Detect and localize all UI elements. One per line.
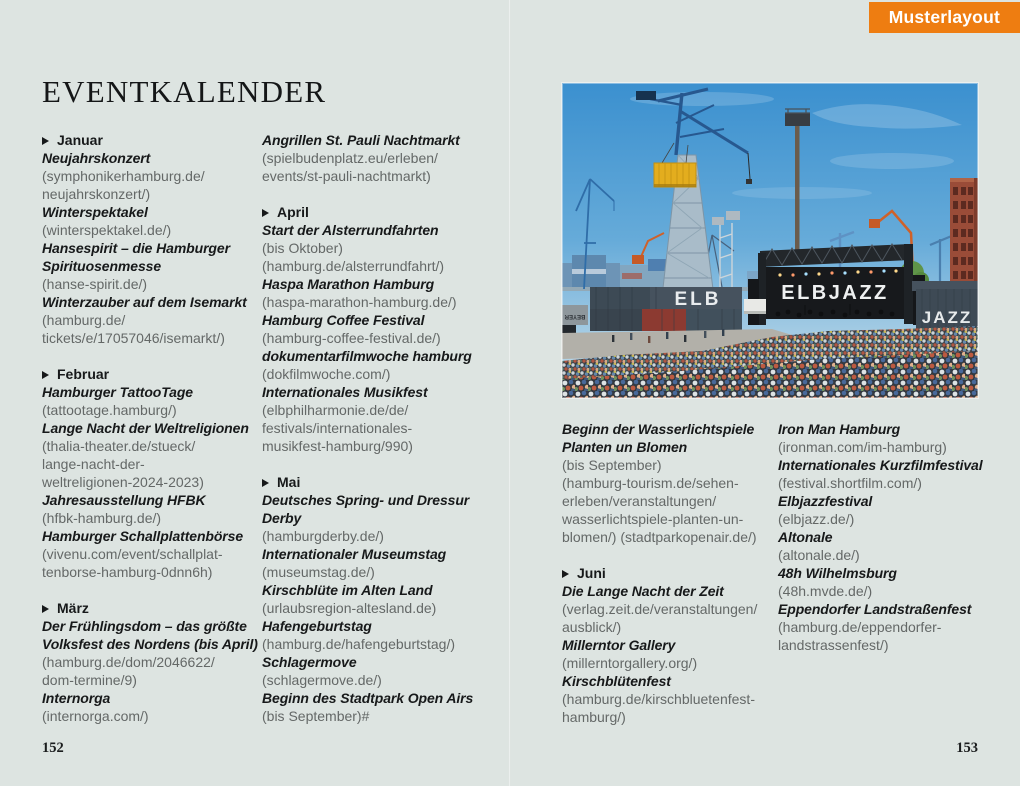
event-url-line: (verlag.zeit.de/veranstaltungen/ <box>562 601 758 617</box>
event-column-right-1 <box>562 420 770 726</box>
event-name-line: Hamburger Schallplattenbörse <box>42 528 244 544</box>
page-number-right: 153 <box>956 740 978 756</box>
event-url-line: (bis September)# <box>262 708 370 724</box>
month-label: Mai <box>277 474 301 490</box>
stage-banner-text: ELBJAZZ <box>781 282 889 304</box>
month-label: März <box>57 600 89 616</box>
section-gap <box>562 546 770 564</box>
event-name-line: Beginn der Wasserlichtspiele <box>562 421 755 437</box>
event-url-line: wasserlichtspiele-planten-un- <box>562 511 744 527</box>
event-name-line: Schlagermove <box>262 654 357 670</box>
event-url-line: (schlagermove.de/) <box>262 672 382 688</box>
section-gap <box>42 347 254 365</box>
event-name-line: Start der Alsterrundfahrten <box>262 222 439 238</box>
event-name-line: 48h Wilhelmsburg <box>778 565 897 581</box>
event-url-line: (hamburg.de/dom/2046622/ <box>42 654 215 670</box>
event-name-line: Eppendorfer Landstraßenfest <box>778 601 972 617</box>
event-name-line: Die Lange Nacht der Zeit <box>562 583 724 599</box>
page-number-left: 152 <box>42 740 64 756</box>
month-arrow-icon <box>42 137 49 145</box>
musterlayout-badge: Musterlayout <box>869 2 1020 33</box>
event-name-line: Millerntor Gallery <box>562 637 676 653</box>
event-url-line: (elbjazz.de/) <box>778 511 855 527</box>
month-label: Februar <box>57 366 110 382</box>
event-url-line: blomen/) (stadtparkopenair.de/) <box>562 529 757 545</box>
event-url-line: (thalia-theater.de/stueck/ <box>42 438 196 454</box>
event-column-left-1 <box>42 131 258 725</box>
event-url-line: (hamburg-coffee-festival.de/) <box>262 330 441 346</box>
event-url-line: (altonale.de/) <box>778 547 860 563</box>
event-name-line: Volksfest des Nordens (bis April) <box>42 636 258 652</box>
month-arrow-icon <box>42 371 49 379</box>
event-name-line: Neujahrskonzert <box>42 150 151 166</box>
event-url-line: (bis September) <box>562 457 662 473</box>
event-url-line: erleben/veranstaltungen/ <box>562 493 717 509</box>
event-name-line: Internorga <box>42 690 111 706</box>
event-url-line: (hamburg.de/eppendorfer- <box>778 619 942 635</box>
event-name-line: Spirituosenmesse <box>42 258 161 274</box>
month-label: Januar <box>57 132 103 148</box>
container-right-text: JAZZ <box>921 308 973 327</box>
month-label: April <box>277 204 309 220</box>
container-left-text: ELB <box>674 289 722 310</box>
event-name-line: Internationaler Museumstag <box>262 546 447 562</box>
event-name-line: Haspa Marathon Hamburg <box>262 276 435 292</box>
event-url-line: hamburg/) <box>562 709 626 725</box>
event-url-line: (hamburg.de/kirschbluetenfest- <box>562 691 755 707</box>
event-name-line: Hamburg Coffee Festival <box>262 312 425 328</box>
month-label: Juni <box>577 565 606 581</box>
page-title: EVENTKALENDER <box>42 74 327 109</box>
event-url-line: (vivenu.com/event/schallplat- <box>42 546 223 562</box>
month-heading <box>562 564 770 582</box>
event-url-line: festivals/internationales- <box>262 420 413 436</box>
month-heading <box>42 599 254 617</box>
event-name-line: Der Frühlingsdom – das größte <box>42 618 247 634</box>
event-name-line: Kirschblüte im Alten Land <box>262 582 433 598</box>
event-url-line: (winterspektakel.de/) <box>42 222 172 238</box>
event-name-line: Kirschblütenfest <box>562 673 671 689</box>
event-url-line: (hamburg.de/ <box>42 312 126 328</box>
event-url-line: (hamburg.de/hafengeburtstag/) <box>262 636 456 652</box>
event-name-line: Internationales Kurzfilmfestival <box>778 457 983 473</box>
event-url-line: lange-nacht-der- <box>42 456 145 472</box>
event-url-line: (festival.shortfilm.com/) <box>778 475 922 491</box>
event-url-line: (haspa-marathon-hamburg.de/) <box>262 294 457 310</box>
month-arrow-icon <box>562 570 569 578</box>
event-url-line: (spielbudenplatz.eu/erleben/ <box>262 150 438 166</box>
event-name-line: Winterzauber auf dem Isemarkt <box>42 294 247 310</box>
month-heading <box>262 473 484 491</box>
event-url-line: neujahrskonzert/) <box>42 186 151 202</box>
festival-photo <box>562 83 978 398</box>
yellow-container <box>654 163 696 187</box>
event-url-line: (elbphilharmonie.de/de/ <box>262 402 409 418</box>
event-url-line: (museumstag.de/) <box>262 564 375 580</box>
event-url-line: landstrassenfest/) <box>778 637 889 653</box>
month-heading <box>262 203 484 221</box>
event-name-line: Internationales Musikfest <box>262 384 428 400</box>
event-column-right-2 <box>778 420 1018 654</box>
event-url-line: (hamburg.de/alsterrundfahrt/) <box>262 258 445 274</box>
event-url-line: dom-termine/9) <box>42 672 137 688</box>
event-name-line: Angrillen St. Pauli Nachtmarkt <box>262 132 460 148</box>
event-url-line: (hamburgderby.de/) <box>262 528 384 544</box>
event-name-line: Deutsches Spring- und Dressur <box>262 492 470 508</box>
event-name-line: Hamburger TattooTage <box>42 384 193 400</box>
event-url-line: (dokfilmwoche.com/) <box>262 366 391 382</box>
section-gap <box>262 185 484 203</box>
event-url-line: tickets/e/17057046/isemarkt/) <box>42 330 225 346</box>
event-url-line: weltreligionen-2024-2023) <box>42 474 204 490</box>
month-arrow-icon <box>262 479 269 487</box>
event-name-line: Hafengeburtstag <box>262 618 372 634</box>
page-gutter <box>508 0 511 786</box>
event-url-line: (hfbk-hamburg.de/) <box>42 510 162 526</box>
event-name-line: Iron Man Hamburg <box>778 421 901 437</box>
event-name-line: Elbjazzfestival <box>778 493 873 509</box>
event-url-line: (hamburg-tourism.de/sehen- <box>562 475 739 491</box>
section-gap <box>262 455 484 473</box>
event-url-line: musikfest-hamburg/990) <box>262 438 413 454</box>
month-arrow-icon <box>42 605 49 613</box>
stage <box>748 244 925 325</box>
event-name-line: Derby <box>262 510 302 526</box>
container-farleft-text: BEYER <box>564 313 586 319</box>
event-url-line: (tattootage.hamburg/) <box>42 402 177 418</box>
event-url-line: (ironman.com/im-hamburg) <box>778 439 947 455</box>
event-url-line: (hanse-spirit.de/) <box>42 276 148 292</box>
event-url-line: tenborse-hamburg-0dnn6h) <box>42 564 213 580</box>
event-url-line: (symphonikerhamburg.de/ <box>42 168 205 184</box>
event-url-line: (internorga.com/) <box>42 708 149 724</box>
month-heading <box>42 131 254 149</box>
event-url-line: (bis Oktober) <box>262 240 343 256</box>
month-heading <box>42 365 254 383</box>
event-name-line: Winterspektakel <box>42 204 148 220</box>
event-url-line: (48h.mvde.de/) <box>778 583 873 599</box>
event-name-line: Lange Nacht der Weltreligionen <box>42 420 249 436</box>
event-name-line: Jahresausstellung HFBK <box>42 492 206 508</box>
event-name-line: Hansespirit – die Hamburger <box>42 240 230 256</box>
event-url-line: (millerntorgallery.org/) <box>562 655 698 671</box>
event-column-left-2 <box>262 131 484 725</box>
event-name-line: Altonale <box>778 529 833 545</box>
brick-building <box>950 178 978 298</box>
section-gap <box>42 581 254 599</box>
event-url-line: events/st-pauli-nachtmarkt) <box>262 168 431 184</box>
event-url-line: ausblick/) <box>562 619 622 635</box>
event-name-line: Beginn des Stadtpark Open Airs <box>262 690 474 706</box>
event-name-line: dokumentarfilmwoche hamburg <box>262 348 472 364</box>
event-name-line: Planten un Blomen <box>562 439 688 455</box>
event-url-line: (urlaubsregion-altesland.de) <box>262 600 437 616</box>
month-arrow-icon <box>262 209 269 217</box>
